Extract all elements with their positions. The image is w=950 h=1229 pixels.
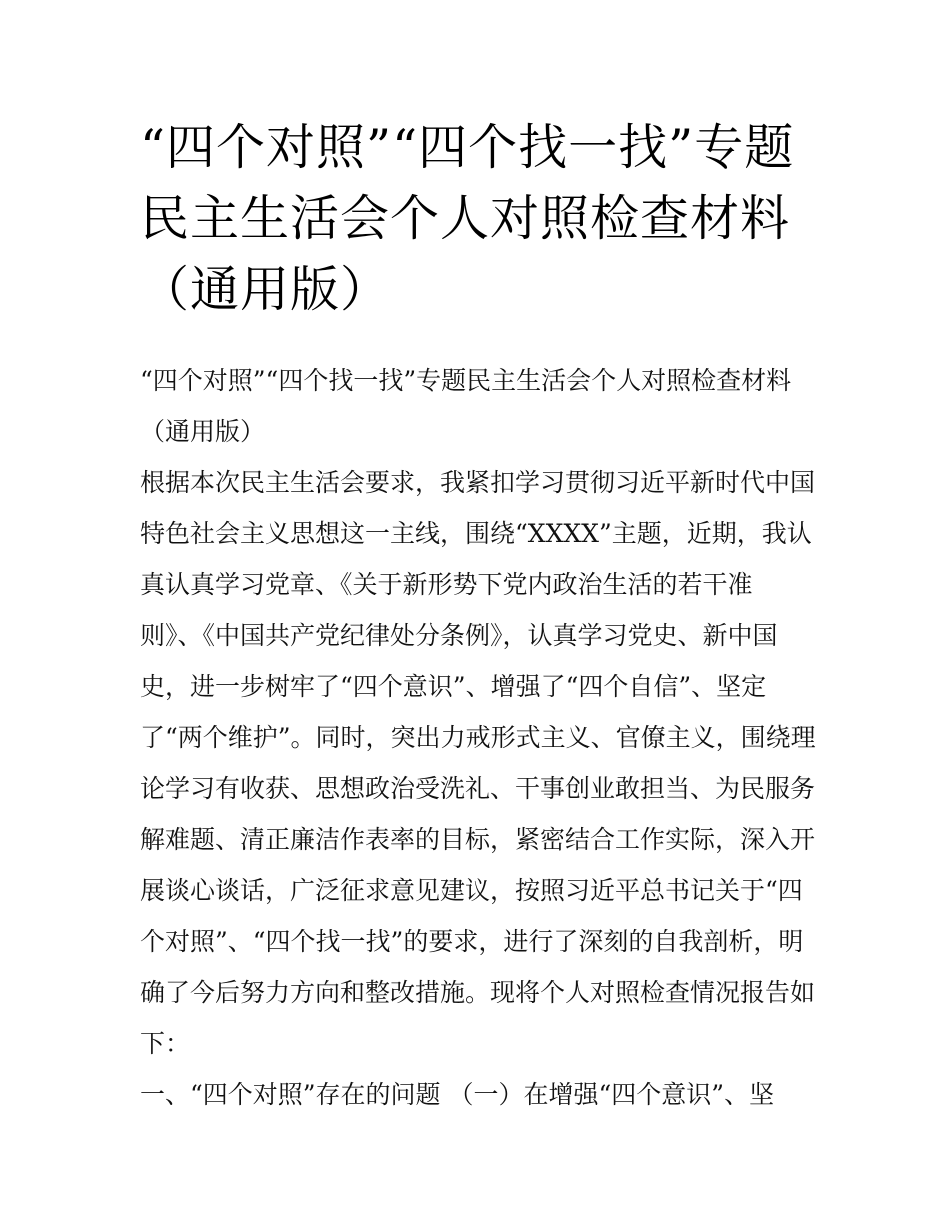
body-line: 史，进一步树牢了“四个意识”、增强了“四个自信”、坚定 [140, 672, 767, 701]
title-line-1: “四个对照”“四个找一找”专题 [140, 119, 795, 176]
body-line: “四个对照”“四个找一找”专题民主生活会个人对照检查材料 [140, 366, 792, 395]
body-line: 解难题、清正廉洁作表率的目标，紧密结合工作实际，深入开 [140, 825, 816, 854]
title-line-3: （通用版） [140, 261, 391, 318]
body-line: 真认真学习党章、《关于新形势下党内政治生活的若干准 [140, 570, 753, 599]
body-line: 一、“四个对照”存在的问题 （一）在增强“四个意识”、坚 [140, 1080, 775, 1109]
body-line: 了“两个维护”。同时，突出力戒形式主义、官僚主义，围绕理 [140, 723, 816, 752]
body-line: 特色社会主义思想这一主线，围绕“XXXX”主题，近期，我认 [140, 519, 812, 548]
body-line: （通用版） [140, 417, 266, 446]
body-line: 个对照”、“四个找一找”的要求，进行了深刻的自我剖析，明 [140, 927, 804, 956]
document-body [140, 355, 820, 1120]
body-line: 展谈心谈话，广泛征求意见建议，按照习近平总书记关于“四 [140, 876, 803, 905]
title-line-2: 民主生活会个人对照检查材料 [140, 190, 791, 247]
body-line: 根据本次民主生活会要求，我紧扣学习贯彻习近平新时代中国 [140, 468, 816, 497]
document-title [140, 112, 820, 325]
body-line: 确了今后努力方向和整改措施。现将个人对照检查情况报告如 [140, 978, 816, 1007]
body-line: 则》、《中国共产党纪律处分条例》，认真学习党史、新中国 [140, 621, 778, 650]
body-line: 论学习有收获、思想政治受洗礼、干事创业敢担当、为民服务 [140, 774, 816, 803]
body-line: 下： [140, 1029, 191, 1058]
